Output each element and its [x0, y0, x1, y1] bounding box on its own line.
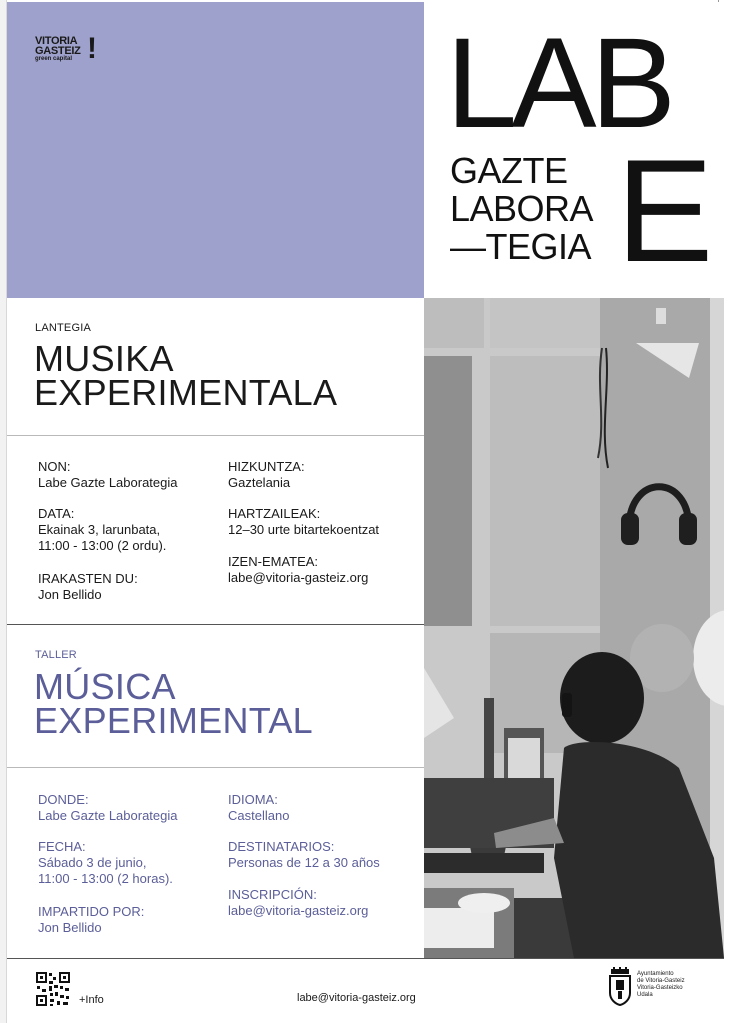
spanish-language [228, 792, 289, 824]
spanish-where [38, 792, 178, 824]
field-value: Jon Bellido [38, 920, 102, 935]
spanish-title [34, 666, 313, 741]
brand-subtitle-line: LABORA [450, 188, 594, 229]
field-key: INSCRIPCIÓN: [228, 887, 317, 902]
city-council-text [637, 971, 685, 999]
field-key: IZEN-EMATEA: [228, 554, 319, 569]
studio-photo [424, 298, 724, 958]
city-council-logo [605, 967, 723, 1011]
studio-photo-illustration [424, 298, 724, 958]
council-line: Udala [637, 992, 653, 998]
field-key: HIZKUNTZA: [228, 459, 305, 474]
field-key: DONDE: [38, 792, 89, 807]
council-line: de Vitoria-Gasteiz [637, 978, 685, 984]
spanish-label: TALLER [35, 649, 77, 661]
council-line: Vitoria-Gasteizko [637, 985, 683, 991]
more-info-label: +Info [79, 994, 104, 1006]
spanish-title-line: EXPERIMENTAL [34, 700, 313, 741]
footer [7, 958, 724, 1023]
spanish-registration [228, 887, 368, 919]
field-value: Labe Gazte Laborategia [38, 475, 178, 490]
field-value: 11:00 - 13:00 (2 ordu). [38, 538, 167, 553]
purple-header-block [7, 2, 424, 298]
field-value: Jon Bellido [38, 587, 102, 602]
logo-line-3: green capital [35, 56, 73, 62]
field-key: NON: [38, 459, 71, 474]
basque-label: LANTEGIA [35, 322, 92, 334]
field-value: Sábado 3 de junio, [38, 855, 147, 870]
brand-e: E [616, 129, 714, 292]
field-value: labe@vitoria-gasteiz.org [228, 903, 369, 918]
spanish-divider [7, 767, 424, 768]
vitoria-gasteiz-logo [35, 32, 97, 76]
logo-line-1: VITORIA [35, 35, 78, 47]
logo-line-2: GASTEIZ [35, 45, 81, 57]
basque-teacher [38, 571, 138, 603]
field-value: Castellano [228, 808, 290, 823]
basque-divider [7, 435, 424, 436]
field-value: Labe Gazte Laborategia [38, 808, 178, 823]
qr-code-icon[interactable] [35, 971, 71, 1007]
field-key: DATA: [38, 506, 75, 521]
basque-registration [228, 554, 368, 586]
field-key: HARTZAILEAK: [228, 506, 321, 521]
page-edge-left [0, 0, 7, 1023]
qr-code-graphic [35, 971, 71, 1007]
basque-title-line: EXPERIMENTALA [34, 372, 338, 413]
basque-title [34, 338, 338, 413]
coat-of-arms-icon [607, 967, 633, 1007]
basque-audience [228, 506, 379, 538]
section-divider [7, 624, 424, 625]
basque-date [38, 506, 166, 554]
labe-brand [424, 2, 724, 298]
spanish-title-line: MÚSICA [34, 666, 176, 707]
field-value: Ekainak 3, larunbata, [38, 522, 161, 537]
brand-subtitle-line: GAZTE [450, 150, 568, 191]
footer-email[interactable]: labe@vitoria-gasteiz.org [297, 992, 416, 1004]
brand-subtitle [450, 152, 593, 266]
field-key: DESTINATARIOS: [228, 839, 335, 854]
spanish-audience [228, 839, 380, 871]
logo-exclamation: ! [87, 32, 97, 65]
basque-language [228, 459, 305, 491]
field-value: Personas de 12 a 30 años [228, 855, 380, 870]
info-panel [7, 298, 424, 958]
basque-where [38, 459, 178, 491]
brand-subtitle-line: —TEGIA [450, 226, 592, 267]
field-key: IMPARTIDO POR: [38, 904, 145, 919]
field-key: FECHA: [38, 839, 86, 854]
field-value: 12–30 urte bitartekoentzat [228, 522, 380, 537]
field-value: 11:00 - 13:00 (2 horas). [38, 871, 173, 886]
spanish-date [38, 839, 173, 887]
basque-title-line: MUSIKA [34, 338, 174, 379]
brand-lab: LAB [446, 12, 670, 155]
field-key: IDIOMA: [228, 792, 278, 807]
council-line: Ayuntamiento [637, 971, 674, 977]
field-value: Gaztelania [228, 475, 291, 490]
field-value: labe@vitoria-gasteiz.org [228, 570, 369, 585]
field-key: IRAKASTEN DU: [38, 571, 138, 586]
spanish-teacher [38, 904, 144, 936]
